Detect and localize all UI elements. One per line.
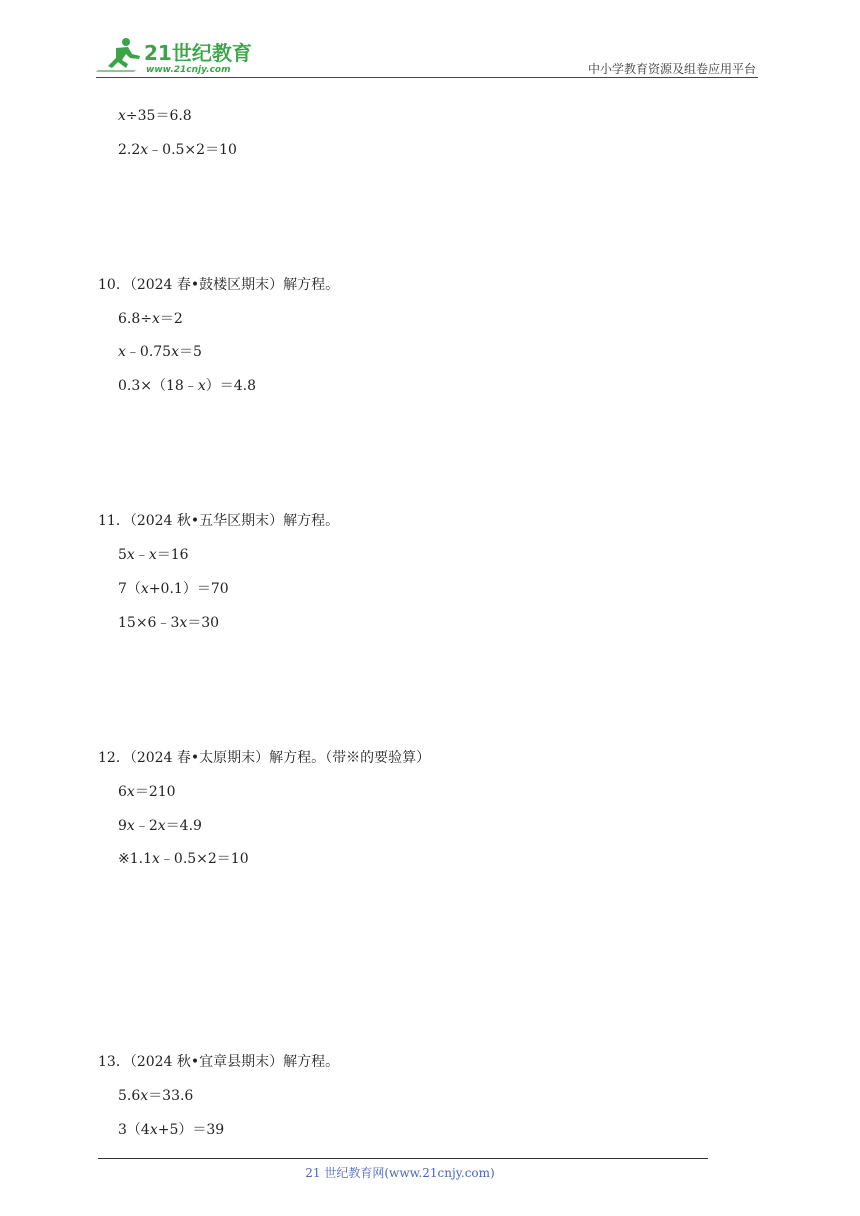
q13-equation-1: 5.6x＝33.6 bbox=[118, 1088, 194, 1104]
q12-equation-1: 6x＝210 bbox=[118, 784, 176, 800]
logo-sub-text: www.21cnjy.com bbox=[146, 65, 231, 74]
q10-equation-3: 0.3×（18﹣x）＝4.8 bbox=[118, 378, 256, 394]
q11-equation-1: 5x﹣x＝16 bbox=[118, 547, 189, 563]
q11-equation-3: 15×6﹣3x＝30 bbox=[118, 615, 220, 631]
q10-equation-1: 6.8÷x＝2 bbox=[118, 311, 183, 327]
q13-title: 13．（2024 秋•宜章县期末）解方程。 bbox=[98, 1054, 340, 1070]
q10-equation-2: x﹣0.75x＝5 bbox=[118, 344, 202, 360]
page-header bbox=[96, 30, 756, 78]
q12-title: 12．（2024 春•太原期末）解方程。（带※的要验算） bbox=[98, 750, 431, 766]
header-divider bbox=[96, 77, 758, 78]
logo-main-text: 21世纪教育 bbox=[144, 41, 252, 65]
q13-equation-2: 3（4x+5）＝39 bbox=[118, 1122, 225, 1138]
platform-name: 中小学教育资源及组卷应用平台 bbox=[587, 62, 756, 76]
q12-equation-2: 9x﹣2x＝4.9 bbox=[118, 818, 202, 834]
logo-21cnjy bbox=[96, 34, 266, 74]
q9-equation-3: 2.2x﹣0.5×2＝10 bbox=[118, 142, 237, 158]
q11-title: 11．（2024 秋•五华区期末）解方程。 bbox=[98, 513, 340, 529]
runner-icon bbox=[96, 38, 140, 72]
q12-equation-3: ※1.1x﹣0.5×2＝10 bbox=[118, 851, 249, 867]
q11-equation-2: 7（x+0.1）＝70 bbox=[118, 581, 229, 597]
q9-equation-2: x÷35＝6.8 bbox=[118, 108, 192, 124]
q10-title: 10．（2024 春•鼓楼区期末）解方程。 bbox=[98, 277, 340, 293]
footer-text: 21 世纪教育网(www.21cnjy.com) bbox=[305, 1166, 495, 1180]
footer-divider bbox=[98, 1158, 708, 1159]
